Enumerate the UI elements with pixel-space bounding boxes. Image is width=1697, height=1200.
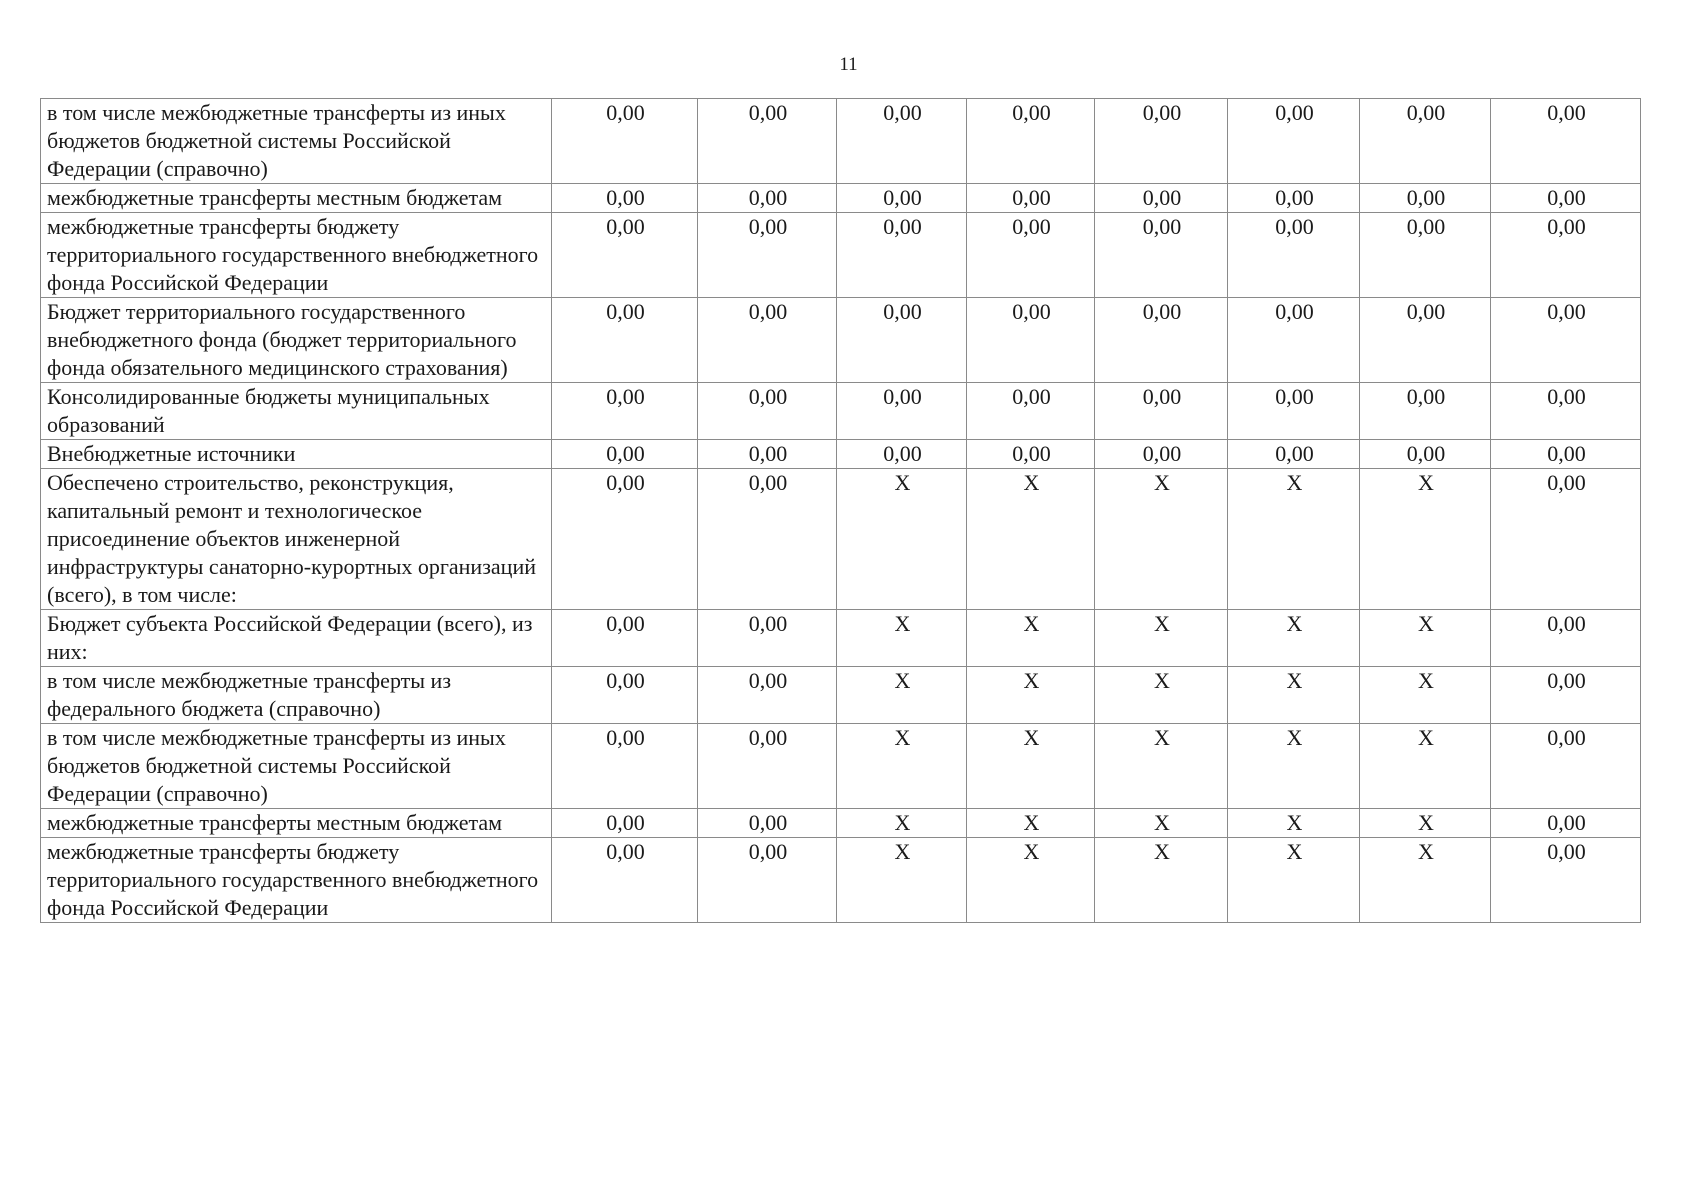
value-cell [1491, 667, 1641, 724]
cell-value: X [894, 810, 911, 835]
row-label: в том числе межбюджетные трансферты из федерального бюджета (справочно) [41, 667, 552, 724]
value-cell [1228, 809, 1360, 838]
cell-value: 0,00 [1142, 214, 1182, 239]
cell-value: 0,00 [748, 384, 788, 409]
cell-value: X [1286, 668, 1303, 693]
cell-value: X [1286, 611, 1303, 636]
row-label: в том числе межбюджетные трансферты из иных бюджетов бюджетной системы Российской Федерации (справочно) [41, 99, 552, 184]
value-cell [837, 610, 967, 667]
cell-value: 0,00 [1547, 668, 1586, 693]
cell-value: X [894, 470, 911, 495]
cell-value: X [894, 725, 911, 750]
value-cell [1228, 383, 1360, 440]
cell-value: 0,00 [883, 299, 922, 324]
cell-value: 0,00 [1012, 299, 1051, 324]
cell-value: 0,00 [1142, 384, 1182, 409]
cell-value: 0,00 [748, 839, 788, 864]
value-cell [967, 469, 1095, 610]
cell-value: X [1418, 668, 1434, 693]
cell-value: X [1154, 810, 1170, 835]
value-cell [1360, 610, 1491, 667]
value-cell [552, 184, 698, 213]
row-label: Консолидированные бюджеты муниципальных образований [41, 383, 552, 440]
value-cell [1095, 809, 1228, 838]
cell-value: X [1286, 839, 1303, 864]
value-cell [1095, 383, 1228, 440]
value-cell [552, 298, 698, 383]
cell-value: 0,00 [1547, 839, 1586, 864]
value-cell [1095, 99, 1228, 184]
value-cell [698, 809, 837, 838]
value-cell [698, 724, 837, 809]
table-row [41, 809, 1641, 838]
value-cell [1228, 213, 1360, 298]
cell-value: 0,00 [748, 441, 788, 466]
cell-value: 0,00 [606, 611, 645, 636]
value-cell [967, 809, 1095, 838]
cell-value: X [1154, 611, 1170, 636]
value-cell [1360, 383, 1491, 440]
value-cell [837, 383, 967, 440]
cell-value: X [1023, 470, 1040, 495]
cell-value: X [1154, 470, 1170, 495]
value-cell [967, 724, 1095, 809]
cell-value: 0,00 [883, 441, 922, 466]
value-cell [967, 184, 1095, 213]
value-cell [1095, 724, 1228, 809]
cell-value: 0,00 [1547, 299, 1586, 324]
value-cell [967, 610, 1095, 667]
cell-value: 0,00 [606, 810, 645, 835]
value-cell [552, 838, 698, 923]
cell-value: 0,00 [748, 470, 788, 495]
cell-value: X [1418, 470, 1434, 495]
table-row [41, 99, 1641, 184]
value-cell [837, 213, 967, 298]
table-row [41, 440, 1641, 469]
table-row [41, 298, 1641, 383]
cell-value: 0,00 [1406, 441, 1446, 466]
cell-value: 0,00 [606, 214, 645, 239]
cell-value: 0,00 [606, 185, 645, 210]
cell-value: 0,00 [1547, 470, 1586, 495]
cell-value: 0,00 [748, 185, 788, 210]
cell-value: 0,00 [1406, 185, 1446, 210]
cell-value: 0,00 [748, 299, 788, 324]
value-cell [1360, 440, 1491, 469]
cell-value: X [1418, 725, 1434, 750]
value-cell [1228, 184, 1360, 213]
value-cell [837, 298, 967, 383]
table-row [41, 610, 1641, 667]
value-cell [1360, 99, 1491, 184]
value-cell [698, 184, 837, 213]
cell-value: X [1154, 725, 1170, 750]
table-row [41, 667, 1641, 724]
value-cell [837, 838, 967, 923]
table-row [41, 838, 1641, 923]
cell-value: 0,00 [1275, 441, 1314, 466]
table-row [41, 213, 1641, 298]
cell-value: X [1023, 810, 1040, 835]
cell-value: 0,00 [748, 214, 788, 239]
cell-value: 0,00 [1142, 100, 1182, 125]
value-cell [1095, 610, 1228, 667]
cell-value: 0,00 [1275, 185, 1314, 210]
cell-value: 0,00 [1012, 214, 1051, 239]
budget-table [40, 98, 1641, 923]
value-cell [837, 184, 967, 213]
value-cell [698, 99, 837, 184]
cell-value: X [1286, 725, 1303, 750]
cell-value: 0,00 [1547, 100, 1586, 125]
cell-value: 0,00 [606, 441, 645, 466]
cell-value: 0,00 [1275, 214, 1314, 239]
value-cell [1360, 298, 1491, 383]
value-cell [967, 440, 1095, 469]
cell-value: 0,00 [1142, 185, 1182, 210]
table-row [41, 383, 1641, 440]
cell-value: X [1286, 470, 1303, 495]
row-label: межбюджетные трансферты местным бюджетам [41, 184, 552, 213]
row-label: Внебюджетные источники [41, 440, 552, 469]
row-label: межбюджетные трансферты местным бюджетам [41, 809, 552, 838]
value-cell [967, 99, 1095, 184]
value-cell [1360, 667, 1491, 724]
cell-value: X [1154, 668, 1170, 693]
value-cell [1491, 440, 1641, 469]
cell-value: X [1154, 839, 1170, 864]
row-label: в том числе межбюджетные трансферты из иных бюджетов бюджетной системы Российской Федерации (справочно) [41, 724, 552, 809]
value-cell [1095, 838, 1228, 923]
value-cell [1228, 298, 1360, 383]
row-label: межбюджетные трансферты бюджету территориального государственного внебюджетного фонда Российской Федерации [41, 838, 552, 923]
cell-value: 0,00 [1142, 299, 1182, 324]
value-cell [1095, 440, 1228, 469]
cell-value: 0,00 [606, 725, 645, 750]
value-cell [698, 838, 837, 923]
cell-value: X [1418, 839, 1434, 864]
cell-value: 0,00 [606, 839, 645, 864]
value-cell [698, 440, 837, 469]
value-cell [552, 440, 698, 469]
cell-value: 0,00 [1547, 384, 1586, 409]
value-cell [837, 724, 967, 809]
cell-value: 0,00 [883, 100, 922, 125]
value-cell [1360, 184, 1491, 213]
value-cell [1360, 724, 1491, 809]
cell-value: 0,00 [1012, 384, 1051, 409]
cell-value: 0,00 [1012, 185, 1051, 210]
value-cell [1228, 838, 1360, 923]
value-cell [698, 610, 837, 667]
value-cell [1491, 298, 1641, 383]
table-row [41, 724, 1641, 809]
value-cell [1491, 809, 1641, 838]
cell-value: 0,00 [1547, 441, 1586, 466]
value-cell [552, 99, 698, 184]
cell-value: 0,00 [1547, 611, 1586, 636]
value-cell [552, 809, 698, 838]
cell-value: X [1286, 810, 1303, 835]
cell-value: 0,00 [883, 185, 922, 210]
cell-value: 0,00 [1547, 185, 1586, 210]
cell-value: 0,00 [748, 611, 788, 636]
value-cell [698, 383, 837, 440]
value-cell [1360, 809, 1491, 838]
value-cell [1228, 99, 1360, 184]
value-cell [1491, 213, 1641, 298]
value-cell [967, 667, 1095, 724]
cell-value: X [894, 839, 911, 864]
value-cell [552, 724, 698, 809]
value-cell [1360, 213, 1491, 298]
value-cell [837, 440, 967, 469]
value-cell [1228, 724, 1360, 809]
value-cell [1491, 383, 1641, 440]
value-cell [837, 667, 967, 724]
value-cell [1095, 184, 1228, 213]
value-cell [1491, 724, 1641, 809]
table-body [41, 99, 1641, 923]
cell-value: 0,00 [1012, 100, 1051, 125]
cell-value: X [1023, 839, 1040, 864]
row-label: Бюджет субъекта Российской Федерации (всего), из них: [41, 610, 552, 667]
cell-value: 0,00 [1406, 299, 1446, 324]
value-cell [698, 667, 837, 724]
value-cell [837, 469, 967, 610]
value-cell [552, 469, 698, 610]
cell-value: 0,00 [883, 384, 922, 409]
value-cell [837, 99, 967, 184]
cell-value: 0,00 [1547, 810, 1586, 835]
value-cell [967, 383, 1095, 440]
value-cell [1491, 610, 1641, 667]
value-cell [1095, 667, 1228, 724]
value-cell [1491, 184, 1641, 213]
cell-value: 0,00 [1406, 100, 1446, 125]
cell-value: 0,00 [1406, 214, 1446, 239]
table-row [41, 184, 1641, 213]
cell-value: 0,00 [748, 100, 788, 125]
cell-value: X [1023, 668, 1040, 693]
value-cell [698, 213, 837, 298]
value-cell [1228, 469, 1360, 610]
page-number: 11 [839, 54, 858, 75]
cell-value: 0,00 [606, 100, 645, 125]
cell-value: 0,00 [606, 668, 645, 693]
cell-value: 0,00 [883, 214, 922, 239]
row-label: Обеспечено строительство, реконструкция, капитальный ремонт и технологическое присоединение объектов инженерной инфраструктуры санаторно-курортных организаций (всего), в том числе: [41, 469, 552, 610]
value-cell [698, 469, 837, 610]
cell-value: 0,00 [1275, 384, 1314, 409]
cell-value: X [894, 668, 911, 693]
cell-value: 0,00 [606, 470, 645, 495]
table-row [41, 469, 1641, 610]
cell-value: X [894, 611, 911, 636]
value-cell [1228, 440, 1360, 469]
cell-value: 0,00 [606, 384, 645, 409]
value-cell [1491, 99, 1641, 184]
value-cell [967, 838, 1095, 923]
cell-value: X [1023, 725, 1040, 750]
value-cell [698, 298, 837, 383]
value-cell [1228, 667, 1360, 724]
row-label: межбюджетные трансферты бюджету территориального государственного внебюджетного фонда Российской Федерации [41, 213, 552, 298]
value-cell [1360, 838, 1491, 923]
value-cell [552, 667, 698, 724]
value-cell [967, 298, 1095, 383]
row-label: Бюджет территориального государственного внебюджетного фонда (бюджет территориального фонда обязательного медицинского страхования) [41, 298, 552, 383]
cell-value: X [1418, 810, 1434, 835]
value-cell [1228, 610, 1360, 667]
value-cell [837, 809, 967, 838]
value-cell [1095, 213, 1228, 298]
cell-value: X [1418, 611, 1434, 636]
value-cell [1491, 838, 1641, 923]
cell-value: 0,00 [748, 810, 788, 835]
value-cell [552, 383, 698, 440]
value-cell [1095, 469, 1228, 610]
cell-value: 0,00 [1142, 441, 1182, 466]
value-cell [1491, 469, 1641, 610]
value-cell [1095, 298, 1228, 383]
cell-value: 0,00 [1275, 299, 1314, 324]
cell-value: 0,00 [606, 299, 645, 324]
value-cell [1360, 469, 1491, 610]
cell-value: 0,00 [1406, 384, 1446, 409]
cell-value: 0,00 [1547, 214, 1586, 239]
value-cell [552, 610, 698, 667]
cell-value: 0,00 [1547, 725, 1586, 750]
cell-value: X [1023, 611, 1040, 636]
value-cell [552, 213, 698, 298]
cell-value: 0,00 [748, 725, 788, 750]
cell-value: 0,00 [1012, 441, 1051, 466]
value-cell [967, 213, 1095, 298]
cell-value: 0,00 [1275, 100, 1314, 125]
cell-value: 0,00 [748, 668, 788, 693]
